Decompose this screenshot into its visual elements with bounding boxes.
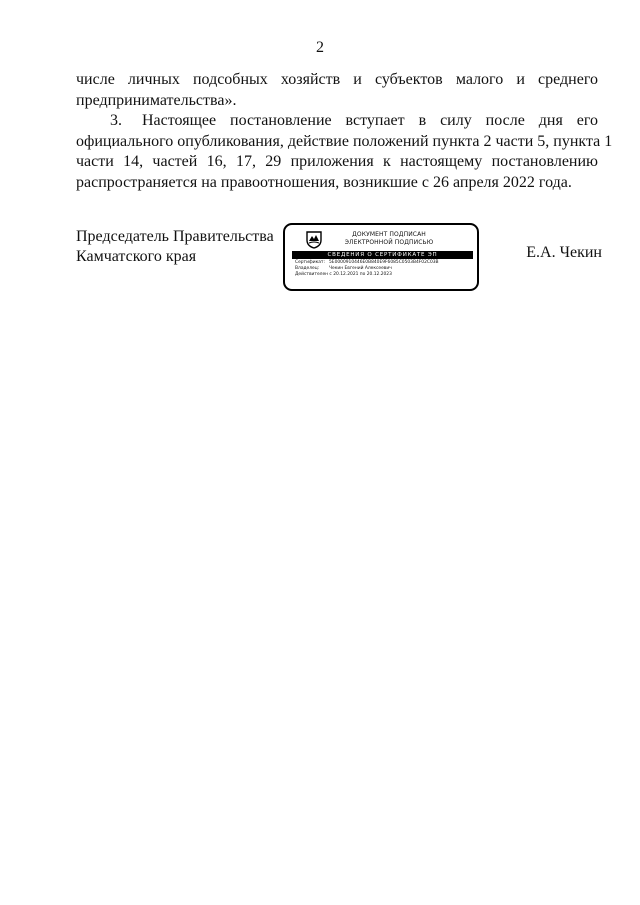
stamp-header (337, 231, 441, 246)
stamp-certificate-bar: СВЕДЕНИЯ О СЕРТИФИКАТЕ ЭП (292, 251, 473, 259)
stamp-owner-label: Владелец: (295, 266, 320, 271)
signer-title (76, 227, 274, 267)
paragraph-line: части 14, частей 16, 17, 29 приложения к настоящему постановлению (76, 153, 598, 170)
stamp-validity-row (295, 272, 392, 278)
stamp-header-line: ДОКУМЕНТ ПОДПИСАН (352, 231, 426, 238)
paragraph-number: 3. (110, 112, 122, 129)
stamp-header-line: ЭЛЕКТРОННОЙ ПОДПИСЬЮ (344, 238, 434, 246)
paragraph-line: числе личных подсобных хозяйств и субъектов малого и среднего (76, 71, 598, 88)
electronic-signature-stamp (283, 223, 479, 291)
stamp-certificate-value: 5E0000910446E0B840E9F6085C0503B4F02C03B (329, 260, 439, 265)
stamp-validity-label: Действителен с (295, 272, 332, 277)
paragraph-3-first-line (76, 111, 598, 132)
page-number: 2 (316, 39, 324, 56)
paragraph-line: распространяется на правоотношения, возникшие с 26 апреля 2022 года. (76, 173, 572, 191)
signer-position: Председатель Правительства (76, 228, 274, 245)
stamp-certificate-label: Сертификат: (295, 260, 325, 265)
signer-region: Камчатского края (76, 248, 197, 265)
body-text (76, 70, 613, 193)
paragraph-line-text: Настоящее постановление вступает в силу после дня его (142, 112, 598, 129)
paragraph-line: предпринимательства». (76, 91, 237, 109)
stamp-owner-value: Чекин Евгений Алексеевич (329, 266, 392, 271)
coat-of-arms-icon (304, 229, 324, 249)
paragraph-line: официального опубликования, действие положений пункта 2 части 5, пункта 1 (76, 132, 613, 150)
signer-name: Е.А. Чекин (526, 244, 602, 261)
stamp-validity-value: 20.12.2021 по 20.12.2023 (333, 272, 392, 277)
